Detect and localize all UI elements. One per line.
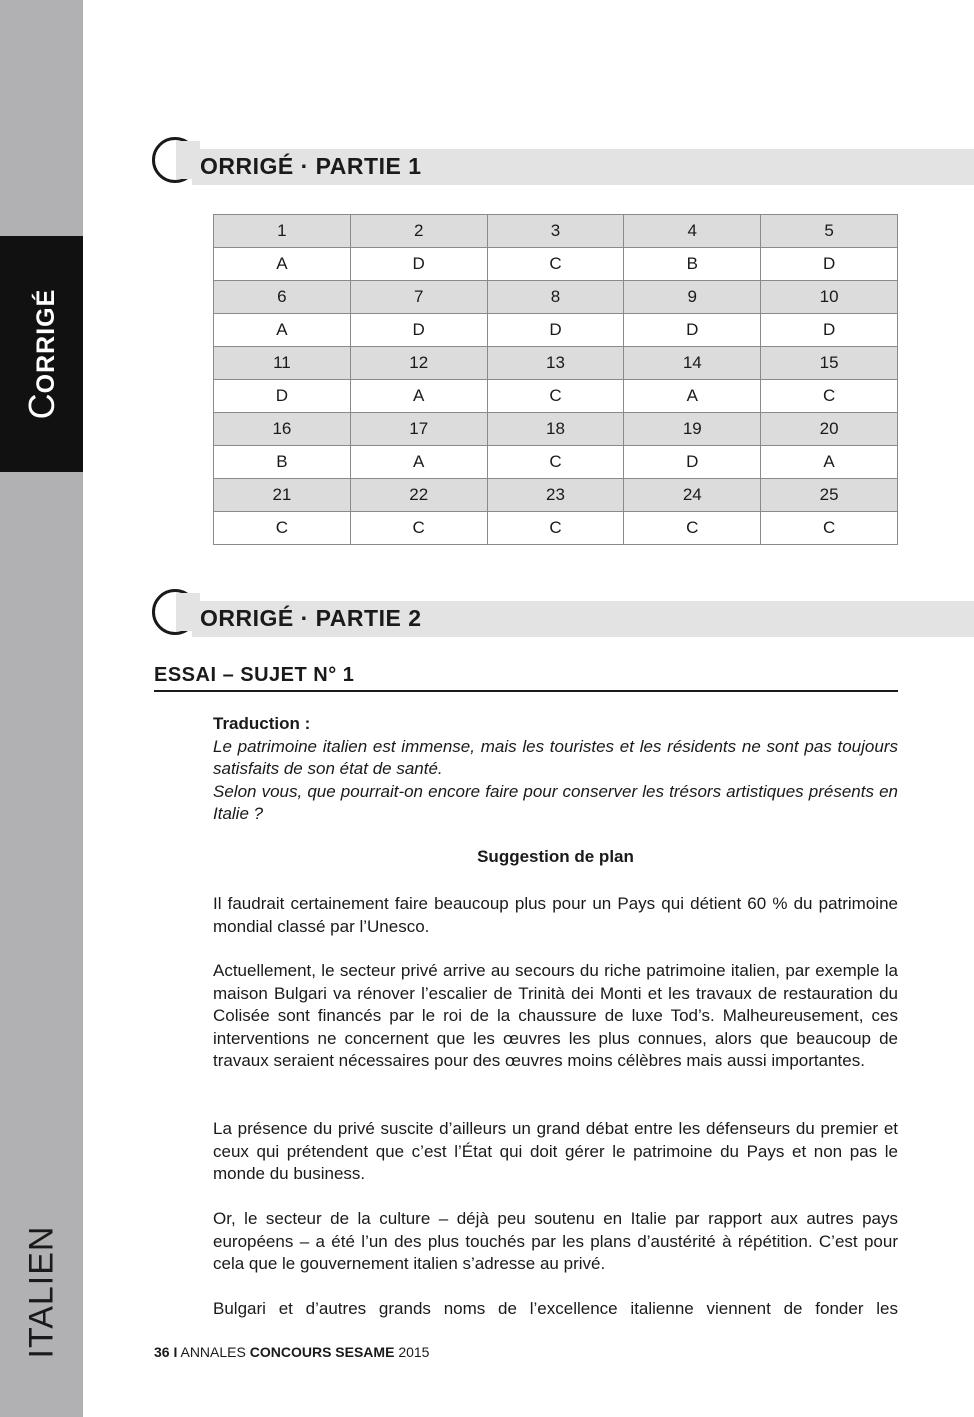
table-cell: 9 [624,281,761,314]
table-cell: D [487,314,624,347]
paragraph-text: Bulgari et d’autres grands noms de l’excellence italienne viennent de fonder les [213,1299,898,1318]
table-cell: B [624,248,761,281]
table-cell: 10 [761,281,898,314]
table-cell: D [761,314,898,347]
page-footer [154,1344,429,1360]
table-cell: 17 [350,413,487,446]
footer-separator: I [173,1344,178,1360]
table-cell: A [350,380,487,413]
table-cell: C [350,512,487,545]
part1-heading [152,137,974,189]
table-cell: 14 [624,347,761,380]
translation-line: Selon vous, que pourrait-on encore faire pour conserver les trésors artistiques présents en Italie ? [213,781,898,823]
table-cell: 1 [214,215,351,248]
table-row [214,281,898,314]
essay-title: ESSAI – SUJET N° 1 [154,664,898,692]
table-row [214,380,898,413]
side-tab-label [21,289,63,420]
table-cell: A [214,248,351,281]
table-cell: 22 [350,479,487,512]
table-cell: A [624,380,761,413]
table-cell: C [761,512,898,545]
table-row [214,479,898,512]
plan-title: Suggestion de plan [477,847,634,866]
table-cell: C [487,512,624,545]
essay-paragraph [213,1298,898,1321]
table-cell: C [487,446,624,479]
paragraph-text: Or, le secteur de la culture – déjà peu soutenu en Italie par rapport aux autres pays européens – a été l’un des plus touchés par les plans d’austérité à répétition. C’est pour cela que le gouvernement italien s’adresse au privé. [213,1209,898,1273]
paragraph-text: Actuellement, le secteur privé arrive au secours du riche patrimoine italien, par exemple la maison Bulgari va rénover l’escalier de Trinità dei Monti et les travaux de restauration du Colisée sont financés par le roi de la chaussure de luxe Tod’s. Malheureusement, ces interventions ne concernent que les œuvres les plus connues, alors que beaucoup de travaux seraient nécessaires pour des œuvres moins célèbres mais aussi importantes. [213,961,898,1070]
part2-title: ORRIGÉ · PARTIE 2 [200,605,422,631]
table-cell: 5 [761,215,898,248]
table-cell: 20 [761,413,898,446]
side-tab-initial: C [21,393,62,420]
table-row [214,347,898,380]
table-row [214,248,898,281]
table-cell: C [624,512,761,545]
table-cell: 16 [214,413,351,446]
table-cell: 3 [487,215,624,248]
essay-paragraph [213,960,898,1073]
table-cell: 15 [761,347,898,380]
table-cell: 13 [487,347,624,380]
translation-line: Le patrimoine italien est immense, mais les touristes et les résidents ne sont pas toujours satisfaits de son état de santé. [213,736,898,778]
table-cell: D [761,248,898,281]
translation-block [213,713,898,826]
table-cell: C [487,248,624,281]
table-row [214,512,898,545]
table-cell: D [350,314,487,347]
essay-paragraph [213,1208,898,1276]
translation-label: Traduction : [213,714,311,733]
table-cell: 11 [214,347,351,380]
table-cell: 7 [350,281,487,314]
footer-annales: ANNALES [180,1344,246,1360]
table-row [214,413,898,446]
table-cell: 18 [487,413,624,446]
side-strip [0,0,83,1417]
table-cell: D [624,446,761,479]
table-cell: A [214,314,351,347]
table-cell: B [214,446,351,479]
table-cell: C [487,380,624,413]
table-row [214,446,898,479]
table-cell: A [350,446,487,479]
table-row [214,215,898,248]
table-cell: 19 [624,413,761,446]
essay-paragraph [213,1118,898,1186]
table-cell: A [761,446,898,479]
table-cell: 23 [487,479,624,512]
table-cell: 4 [624,215,761,248]
table-cell: 12 [350,347,487,380]
table-cell: 25 [761,479,898,512]
table-cell: D [624,314,761,347]
table-cell: 2 [350,215,487,248]
paragraph-text: La présence du privé suscite d’ailleurs un grand débat entre les défenseurs du premier et ceux qui prétendent que c’est l’État qui doit gérer le patrimoine du Pays et non pas le monde du business. [213,1119,898,1183]
page-number: 36 [154,1344,170,1360]
table-cell: 8 [487,281,624,314]
table-cell: C [214,512,351,545]
footer-concours: CONCOURS SESAME [249,1344,395,1360]
answer-table [213,214,898,545]
table-cell: C [761,380,898,413]
table-cell: D [350,248,487,281]
table-cell: 21 [214,479,351,512]
part2-heading [152,589,974,641]
side-tab-rest: ORRIGÉ [32,288,60,394]
part1-title: ORRIGÉ · PARTIE 1 [200,153,422,179]
side-subject-label: ITALIEN [22,1225,61,1359]
footer-year: 2015 [398,1344,430,1360]
paragraph-text: Il faudrait certainement faire beaucoup plus pour un Pays qui détient 60 % du patrimoine mondial classé par l’Unesco. [213,894,898,936]
table-cell: D [214,380,351,413]
table-cell: 24 [624,479,761,512]
table-cell: 6 [214,281,351,314]
essay-paragraph [213,893,898,938]
table-row [214,314,898,347]
